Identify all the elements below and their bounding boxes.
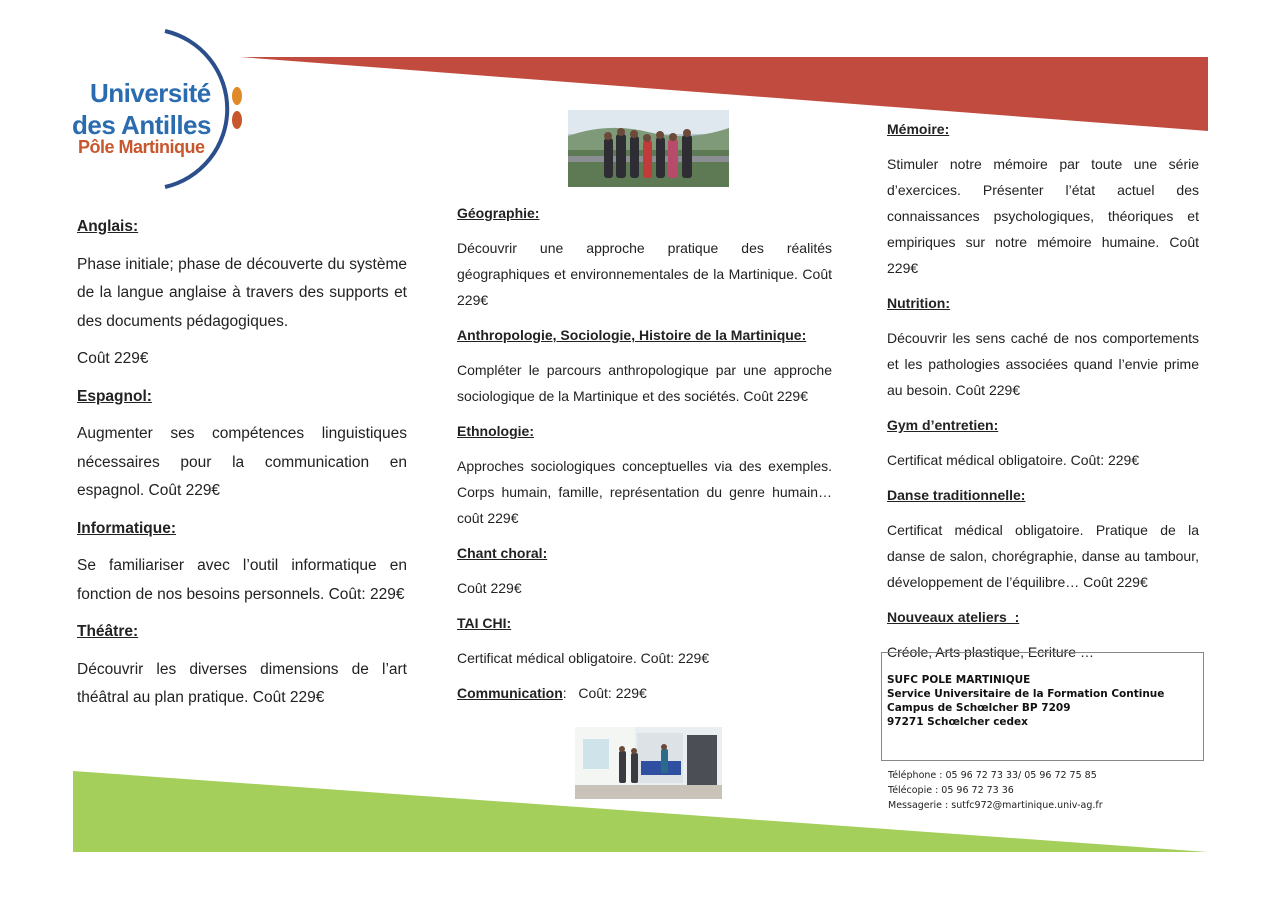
section-chant-choral (457, 540, 832, 601)
section-tai-chi (457, 610, 832, 671)
section-text: Coût 229€ (77, 350, 149, 367)
logo-line-1: Université (90, 78, 211, 108)
section-title: Nouveaux ateliers : (887, 609, 1020, 625)
section-text: Découvrir les diverses dimensions de l’art théâtral au plan pratique. Coût 229€ (77, 660, 407, 706)
section-text: Découvrir les sens caché de nos comportements et les pathologies associées quand l’envie prime au besoin. Coût 229€ (887, 330, 1199, 398)
section-communication (457, 680, 832, 706)
section-title: Ethnologie: (457, 423, 534, 439)
section-text: Coût 229€ (457, 580, 522, 596)
university-logo (60, 28, 260, 193)
section-theatre (77, 618, 407, 713)
section-ethnologie (457, 418, 832, 531)
section-geographie (457, 200, 832, 313)
section-text: Se familiariser avec l’outil informatique en fonction de nos besoins personnels. Coût: 229€ (77, 557, 407, 603)
section-title: Gym d’entretien: (887, 417, 999, 433)
email-address[interactable]: Messagerie : sutfc972@martinique.univ-ag.fr (888, 800, 1103, 811)
exhibition-photo (575, 727, 722, 799)
contact-line: SUFC POLE MARTINIQUE (887, 674, 1031, 686)
section-espagnol (77, 383, 407, 506)
section-anglais (77, 213, 407, 374)
contact-box (881, 652, 1204, 761)
section-title: Informatique: (77, 519, 177, 537)
section-text: Compléter le parcours anthropologique par une approche sociologique de la Martinique et des sociétés. Coût 229€ (457, 362, 832, 404)
contact-line: Service Universitaire de la Formation Continue (887, 688, 1165, 700)
section-title: Mémoire: (887, 121, 950, 137)
section-text: Augmenter ses compétences linguistiques nécessaires pour la communication en espagnol. Coût 229€ (77, 425, 407, 499)
section-memoire (887, 116, 1199, 281)
section-text: Découvrir une approche pratique des réalités géographiques et environnementales de la Martinique. Coût 229€ (457, 240, 832, 308)
section-text: Certificat médical obligatoire. Pratique de la danse de salon, chorégraphie, danse au tambour, développement de l’équilibre… Coût 229€ (887, 522, 1199, 590)
phone-number: Téléphone : 05 96 72 73 33/ 05 96 72 75 85 (888, 770, 1097, 781)
logo-line-3: Pôle Martinique (78, 137, 205, 157)
section-informatique (77, 515, 407, 610)
section-text: Créole, Arts plastique, Ecriture … (887, 644, 1094, 660)
section-title: Théâtre: (77, 623, 139, 640)
column-3 (887, 116, 1199, 674)
contact-line: Campus de Schœlcher BP 7209 (887, 702, 1071, 714)
section-title: Communication (457, 685, 563, 701)
contact-line: 97271 Schœlcher cedex (887, 716, 1028, 728)
section-title: Nutrition: (887, 295, 950, 311)
section-title: Chant choral: (457, 545, 548, 561)
section-text: Stimuler notre mémoire par toute une série d’exercices. Présenter l’état actuel des connaissances psychologiques, théoriques et empiriques sur notre mémoire humaine. Coût 229€ (887, 156, 1199, 276)
section-text: : Coût: 229€ (562, 685, 647, 701)
section-title: Anglais: (77, 218, 139, 235)
logo-line-2: des Antilles (72, 110, 211, 140)
section-title: Anthropologie, Sociologie, Histoire de la Martinique: (457, 327, 807, 343)
section-danse (887, 482, 1199, 595)
section-gym (887, 412, 1199, 473)
section-title: Danse traditionnelle: (887, 487, 1026, 503)
contact-details (888, 768, 1103, 813)
section-title: TAI CHI: (457, 615, 512, 631)
section-anthropologie (457, 322, 832, 409)
column-1 (77, 213, 407, 722)
section-title: Espagnol: (77, 387, 152, 405)
section-text: Certificat médical obligatoire. Coût: 229€ (887, 452, 1140, 468)
section-nutrition (887, 290, 1199, 403)
section-text: Certificat médical obligatoire. Coût: 229€ (457, 650, 710, 666)
section-text: Approches sociologiques conceptuelles via des exemples. Corps humain, famille, représentation du genre humain… coût 229€ (457, 458, 832, 526)
section-text: Phase initiale; phase de découverte du système de la langue anglaise à travers des supports et des documents pédagogiques. (77, 255, 407, 330)
section-title: Géographie: (457, 205, 540, 221)
fax-number: Télécopie : 05 96 72 73 36 (888, 785, 1014, 796)
group-photo (568, 110, 729, 187)
column-2 (457, 200, 832, 706)
